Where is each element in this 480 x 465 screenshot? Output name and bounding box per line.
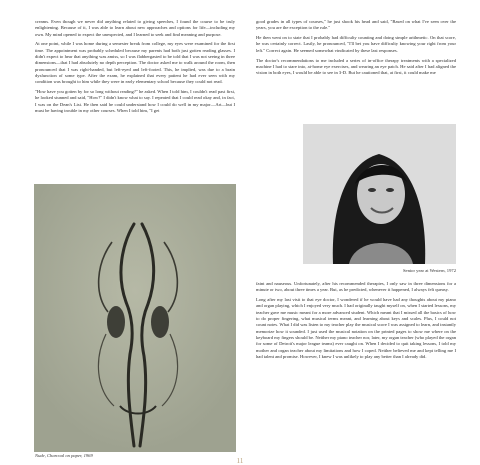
portrait-photo bbox=[303, 124, 456, 264]
left-text-column bbox=[35, 19, 235, 118]
page-number: 11 bbox=[236, 457, 244, 465]
paragraph: At one point, while I was home during a semester break from college, my eyes were examined for the first time. The appointment was probably scheduled because my parents had both just gotten reading glasses. I didn't expect to hear that anything was amiss, so I was flabbergasted to be told that I was not seeing in three dimensions—that I had absolutely no depth perception. The doctor asked me to walk around the room, then pronounced that I was right-handed, but left-eyed and left-footed. This, he implied, was due to a brain dysfunction of some type. After the exam, he explained that every patient he had ever seen with my condition was brought to him while they were in early elementary school because they could not read. bbox=[35, 41, 235, 85]
paragraph: creams. Even though we never did anything related to giving speeches, I found the course to be truly enlightening. Because of it, I was able to learn about new approaches and options for life—including my own. My mind opened to expect the unexpected, and I learned to seek and find meaning and purpose. bbox=[35, 19, 235, 37]
right-text-column-bottom bbox=[256, 281, 456, 364]
paragraph: faint and nauseous. Unfortunately, after his recommended therapies, I only saw in three dimensions for a minute or two, about three times a year. But, as he predicted, whenever it happened, I always felt queasy. bbox=[256, 281, 456, 293]
paragraph: The doctor's recommendations to me included a series of in-office therapy treatments with a specialized machine I had to stare into, at-home eye exercises, and wearing an eye patch. He said after I had aligned the vision in both eyes, I would be able to see in 3-D. But he cautioned that, at first, it could make me bbox=[256, 57, 456, 76]
photo-caption: Senior year at Western, 1972 bbox=[403, 268, 456, 273]
drawing-caption: Nude, Charcoal on paper, 1969 bbox=[35, 453, 93, 458]
charcoal-nude-drawing bbox=[34, 184, 236, 452]
paragraph: He then went on to state that I probably had difficulty counting and doing simple arithmetic. On that score, he was certainly correct. Lastly, he pronounced, "I'll bet you have difficulty knowing your right from your left." Correct again. He seemed somewhat vindicated by these last responses. bbox=[256, 35, 456, 53]
right-text-column-top bbox=[256, 19, 456, 80]
paragraph: good grades in all types of courses," he just shook his head and said, "Based on what I've seen over the years, you are the exception to the rule." bbox=[256, 19, 456, 31]
paragraph: Long after my last visit to that eye doctor, I wondered if he would have had any thoughts about my piano and organ playing, which I enjoyed very much. I had originally taught myself on, when I started lessons, my teacher gave me music meant for a more advanced student. Which meant that I missed all the basics of how to do proper fingering, what musical terms meant, and learning about keys and scales. Plus, I could not count notes. What I did was listen to my teacher play the musical score I was assigned to learn, and instantly memorize how it sounded. I just used the musical notation on the printed pages to show me where on the keyboard my fingers should be. Neither my piano teacher nor, later, my organ teacher (who played the organ for some of Detroit's major league teams) ever caught on. When I decided to quit taking lessons, I told my mother and organ teacher about my limitations and how I coped. Neither believed me and kept telling me I had talent and promise. However, I knew I was unlikely to play any better than I already did. bbox=[256, 297, 456, 359]
paragraph: "How have you gotten by for so long without reading?" he asked. When I told him, I couldn't read past first, he looked stunned and said, "How?" I didn't know what to say. I repeated that I could read okay and, in fact, I was on the Dean's List. He then said he could understand how I could do well in my major—Art—but I must be having trouble in my other courses. When I told him, "I get bbox=[35, 89, 235, 114]
